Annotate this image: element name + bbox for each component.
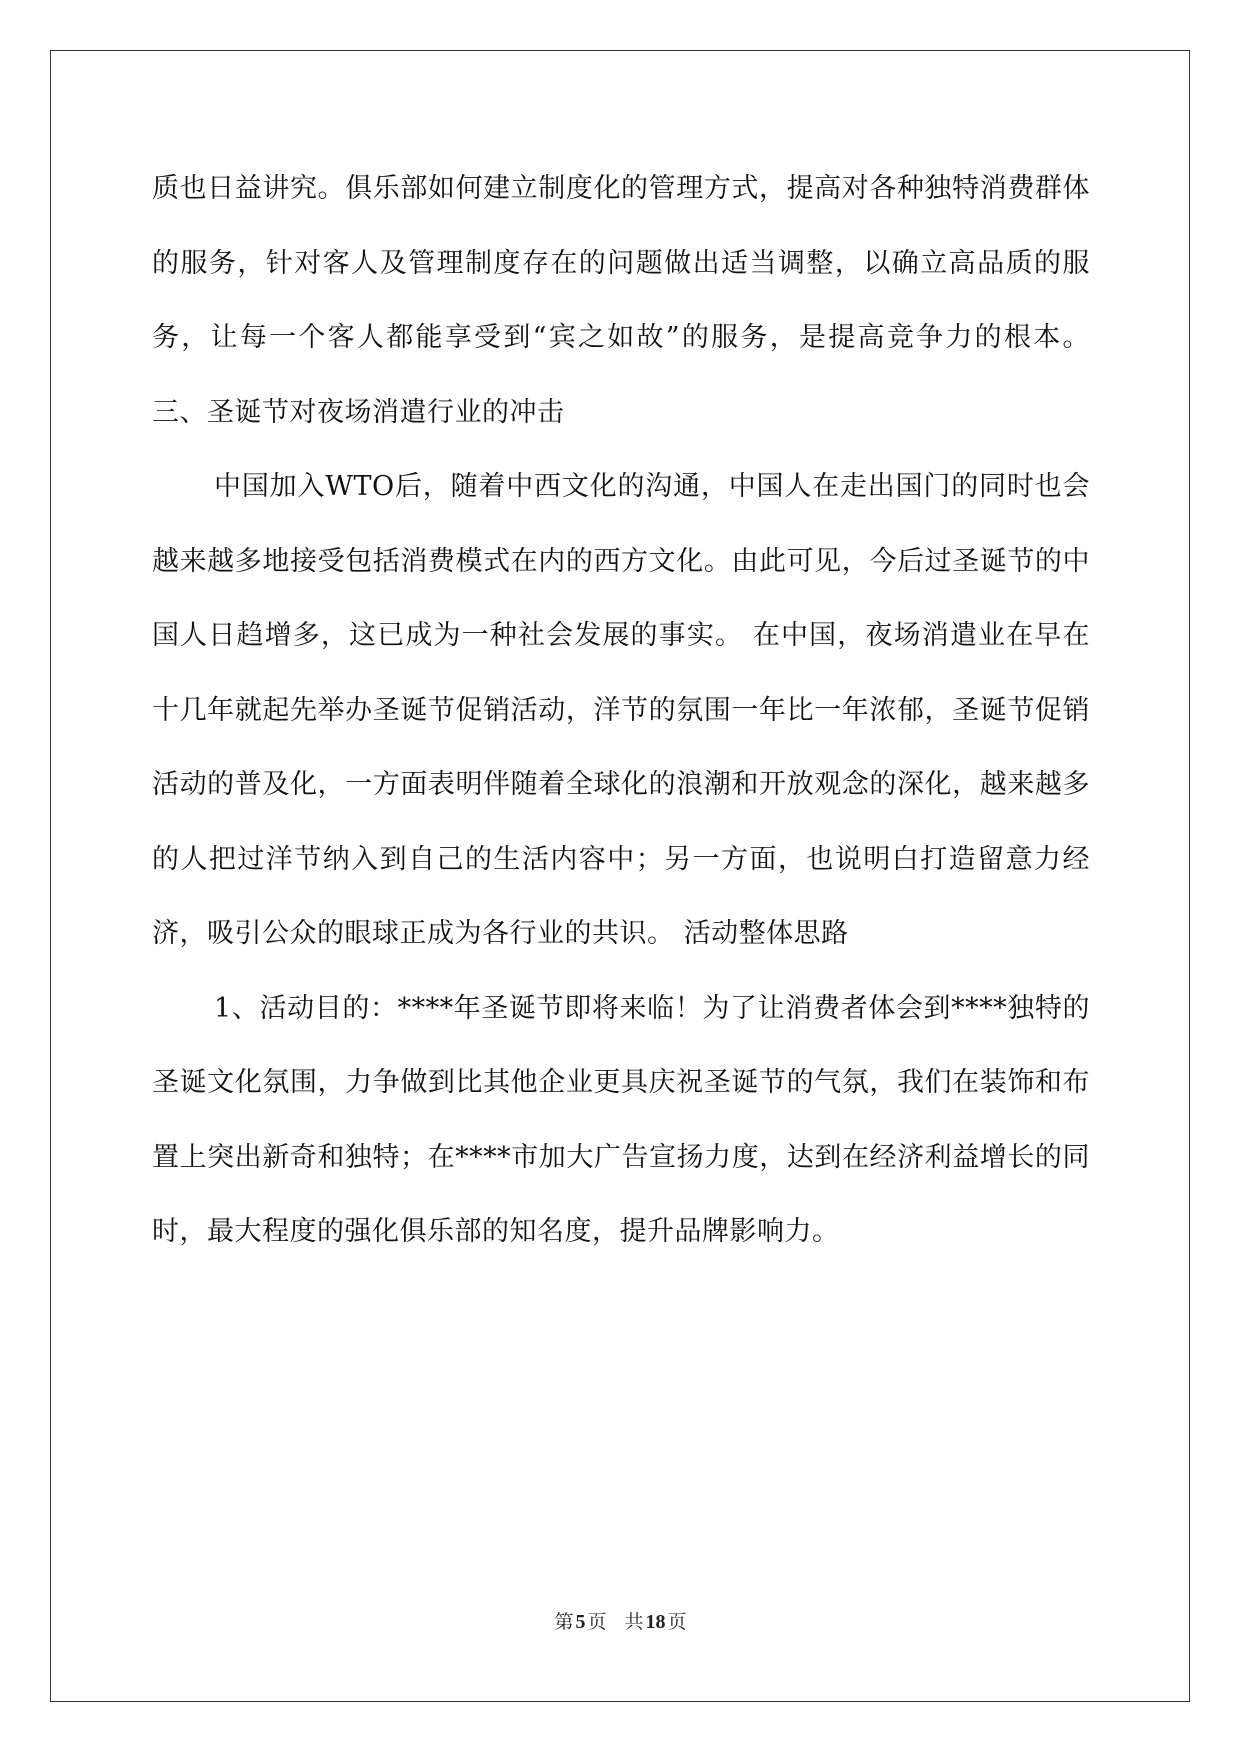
- paragraph-1: 质也日益讲究。俱乐部如何建立制度化的管理方式，提高对各种独特消费群体的服务，针对客人及管理制度存在的问题做出适当调整，以确立高品质的服务，让每一个客人都能享受到“宾之如故”的服务，是提高竞争力的根本。 三、圣诞节对夜场消遣行业的冲击: [152, 173, 1090, 428]
- page-suffix: 页: [587, 1611, 607, 1633]
- total-pages: 18: [645, 1611, 666, 1633]
- page-prefix: 第: [554, 1611, 574, 1633]
- total-prefix: 共: [624, 1611, 644, 1633]
- page-footer: [0, 1610, 1241, 1634]
- document-body: [152, 152, 1090, 1270]
- page-number: 5: [575, 1611, 586, 1633]
- paragraph-2: 中国加入WTO后，随着中西文化的沟通，中国人在走出国门的同时也会越来越多地接受包括消费模式在内的西方文化。由此可见，今后过圣诞节的中国人日趋增多，这已成为一种社会发展的事实。 在中国，夜场消遣业在早在十几年就起先举办圣诞节促销活动，洋节的氛围一年比一年浓郁，圣诞节促销活动的普及化，一方面表明伴随着全球化的浪潮和开放观念的深化，越来越多的人把过洋节纳入到自己的生活内容中；另一方面，也说明白打造留意力经济，吸引公众的眼球正成为各行业的共识。 活动整体思路: [152, 471, 1090, 949]
- paragraph-3: 1、活动目的：****年圣诞节即将来临！为了让消费者体会到****独特的圣诞文化氛围，力争做到比其他企业更具庆祝圣诞节的气氛，我们在装饰和布置上突出新奇和独特；在****市加大广告宣扬力度，达到在经济利益增长的同时，最大程度的强化俱乐部的知名度，提升品牌影响力。: [152, 992, 1090, 1247]
- total-suffix: 页: [667, 1611, 687, 1633]
